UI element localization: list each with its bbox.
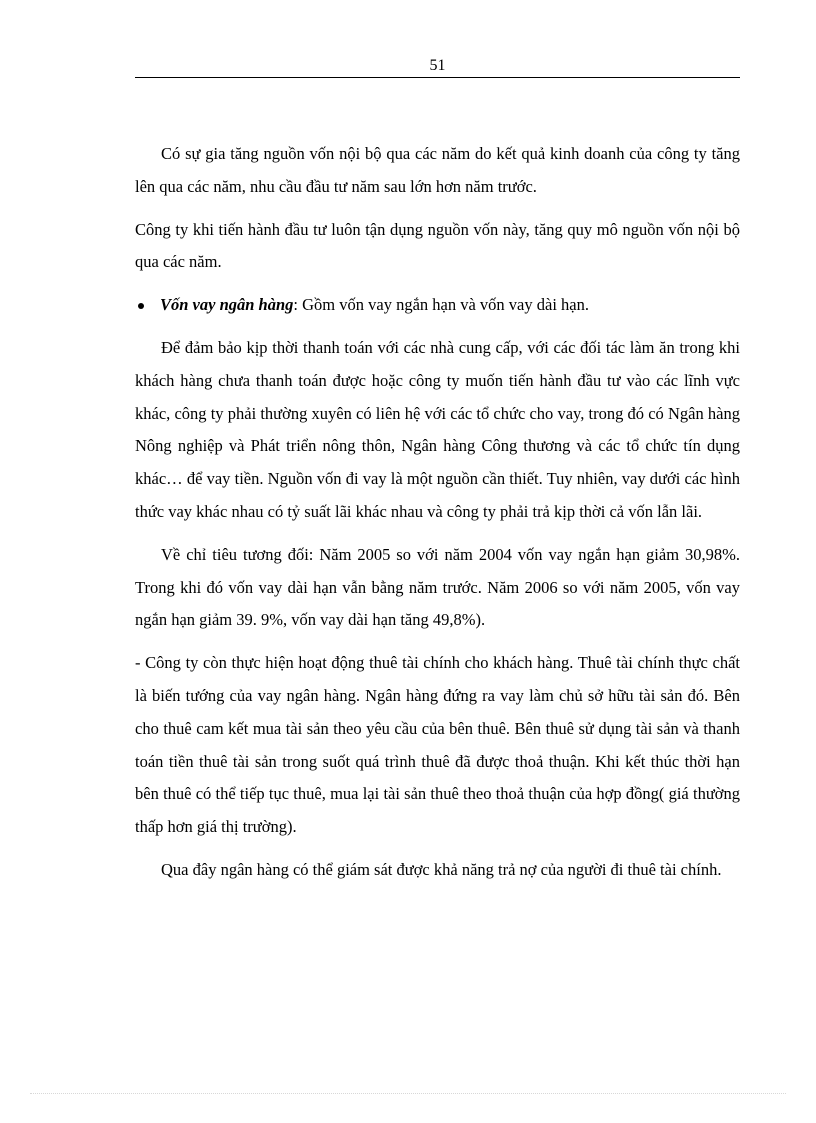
bullet-text: : Gồm vốn vay ngắn hạn và vốn vay dài hạn.: [293, 295, 589, 315]
footer-divider: [30, 1093, 786, 1094]
bullet-title: Vốn vay ngân hàng: [160, 295, 294, 315]
paragraph-timely-payment: Để đảm bảo kịp thời thanh toán với các nhà cung cấp, với các đối tác làm ăn trong khi khách hàng chưa thanh toán được hoặc công ty muốn tiến hành đầu tư vào các lĩnh vực khác, công ty phải thường xuyên có liên hệ với các tổ chức cho vay, trong đó có Ngân hàng Nông nghiệp và Phát triển nông thôn, Ngân hàng Công thương và các tổ chức tín dụng khác… để vay tiền. Nguồn vốn đi vay là một nguồn cần thiết. Tuy nhiên, vay dưới các hình thức vay khác nhau có tỷ suất lãi khác nhau và công ty phải trả kịp thời cả vốn lẫn lãi.: [135, 337, 740, 521]
bullet-icon: [138, 303, 144, 309]
paragraph-financial-leasing: - Công ty còn thực hiện hoạt động thuê tài chính cho khách hàng. Thuê tài chính thực chất là biến tướng của vay ngân hàng. Ngân hàng đứng ra vay làm chủ sở hữu tài sản đó. Bên cho thuê cam kết mua tài sản theo yêu cầu của bên thuê. Bên thuê sử dụng tài sản và thanh toán tiền thuê tài sản trong suốt quá trình thuê đã được thoả thuận. Khi kết thúc thời hạn bên thuê có thể tiếp tục thuê, mua lại tài sản thuê theo thoả thuận của hợp đồng( giá thường thấp hơn giá thị trường).: [135, 653, 740, 837]
paragraph-relative-indicators: Về chỉ tiêu tương đối: Năm 2005 so với năm 2004 vốn vay ngắn hạn giảm 30,98%. Trong khi đó vốn vay dài hạn vẫn bằng năm trước. Năm 2006 so với năm 2005, vốn vay ngắn hạn giảm 39. 9%, vốn vay dài hạn tăng 49,8%).: [135, 544, 740, 630]
paragraph-conclusion: Qua đây ngân hàng có thể giám sát được khả năng trả nợ của người đi thuê tài chính.: [161, 859, 722, 879]
paragraph-internal-capital: Có sự gia tăng nguồn vốn nội bộ qua các năm do kết quả kinh doanh của công ty tăng lên qua các năm, nhu cầu đầu tư năm sau lớn hơn năm trước.: [135, 144, 740, 196]
document-body: [135, 138, 740, 887]
paragraph-investment: Công ty khi tiến hành đầu tư luôn tận dụng nguồn vốn này, tăng quy mô nguồn vốn nội bộ qua các năm.: [135, 219, 740, 272]
bullet-bank-loans: [135, 289, 740, 322]
page-header: [135, 55, 740, 78]
page-number: 51: [429, 57, 446, 74]
